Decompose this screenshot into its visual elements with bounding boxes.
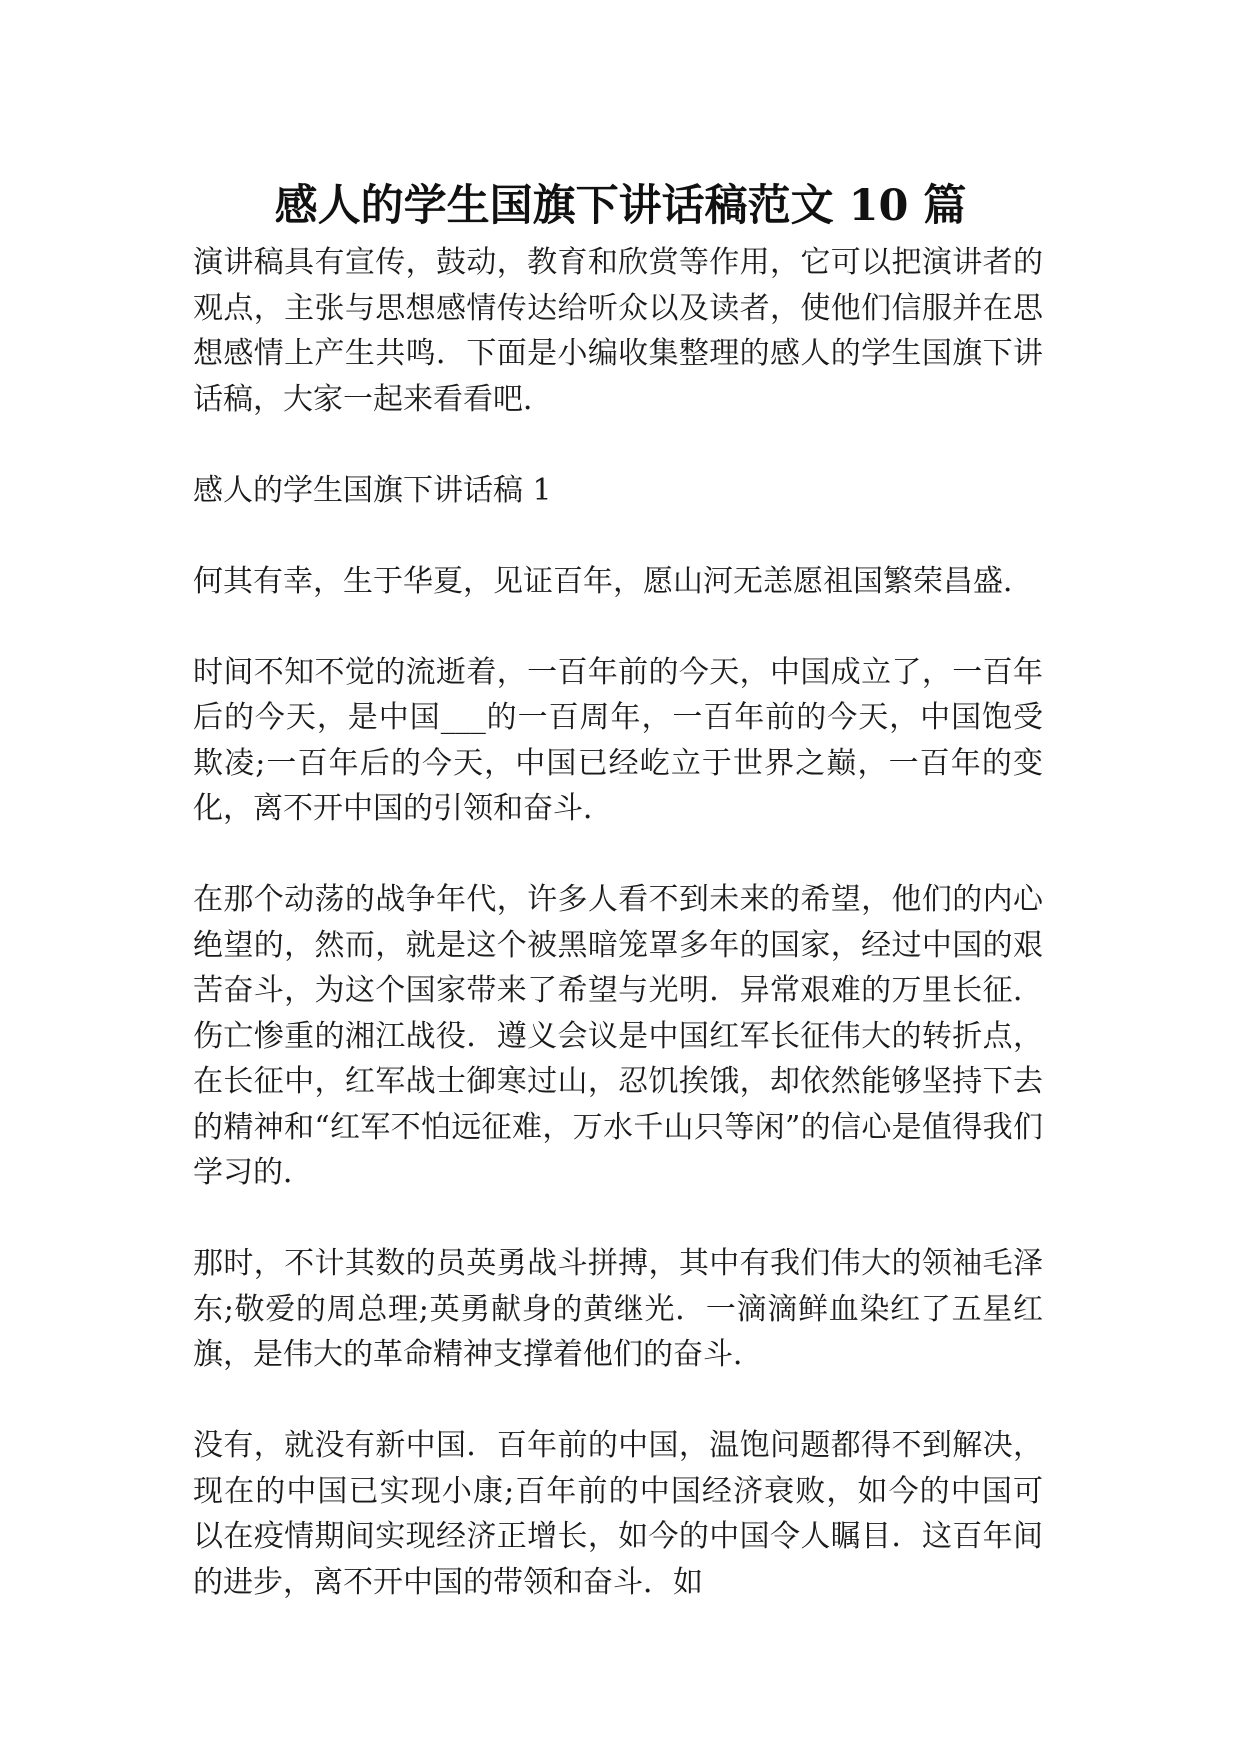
document-body xyxy=(193,240,1043,1605)
paragraph: 何其有幸，生于华夏，见证百年，愿山河无恙愿祖国繁荣昌盛． xyxy=(193,563,1033,599)
paragraph-intro: 演讲稿具有宣传，鼓动，教育和欣赏等作用，它可以把演讲者的观点，主张与思想感情传达给听众以及读者，使他们信服并在思想感情上产生共鸣．下面是小编收集整理的感人的学生国旗下讲话稿，大家一起来看看吧． xyxy=(193,245,1043,417)
section-heading: 感人的学生国旗下讲话稿 1 xyxy=(193,472,552,508)
paragraph: 那时，不计其数的员英勇战斗拼搏，其中有我们伟大的领袖毛泽东;敬爱的周总理;英勇献身的黄继光．一滴滴鲜血染红了五星红旗，是伟大的革命精神支撑着他们的奋斗． xyxy=(193,1246,1043,1372)
document-title: 感人的学生国旗下讲话稿范文 10 篇 xyxy=(274,181,967,231)
paragraph: 没有，就没有新中国．百年前的中国，温饱问题都得不到解决，现在的中国已实现小康;百年前的中国经济衰败，如今的中国可以在疫情期间实现经济正增长，如今的中国令人瞩目．这百年间的进步，离不开中国的带领和奋斗．如 xyxy=(193,1428,1043,1600)
paragraph: 在那个动荡的战争年代，许多人看不到未来的希望，他们的内心绝望的，然而，就是这个被黑暗笼罩多年的国家，经过中国的艰苦奋斗，为这个国家带来了希望与光明．异常艰难的万里长征．伤亡惨重的湘江战役．遵义会议是中国红军长征伟大的转折点，在长征中，红军战士御寒过山，忍饥挨饿，却依然能够坚持下去的精神和“红军不怕远征难，万水千山只等闲”的信心是值得我们学习的． xyxy=(193,882,1043,1190)
paragraph: 时间不知不觉的流逝着，一百年前的今天，中国成立了，一百年后的今天，是中国___的一百周年，一百年前的今天，中国饱受欺凌;一百年后的今天，中国已经屹立于世界之巅，一百年的变化，离不开中国的引领和奋斗． xyxy=(193,654,1043,826)
